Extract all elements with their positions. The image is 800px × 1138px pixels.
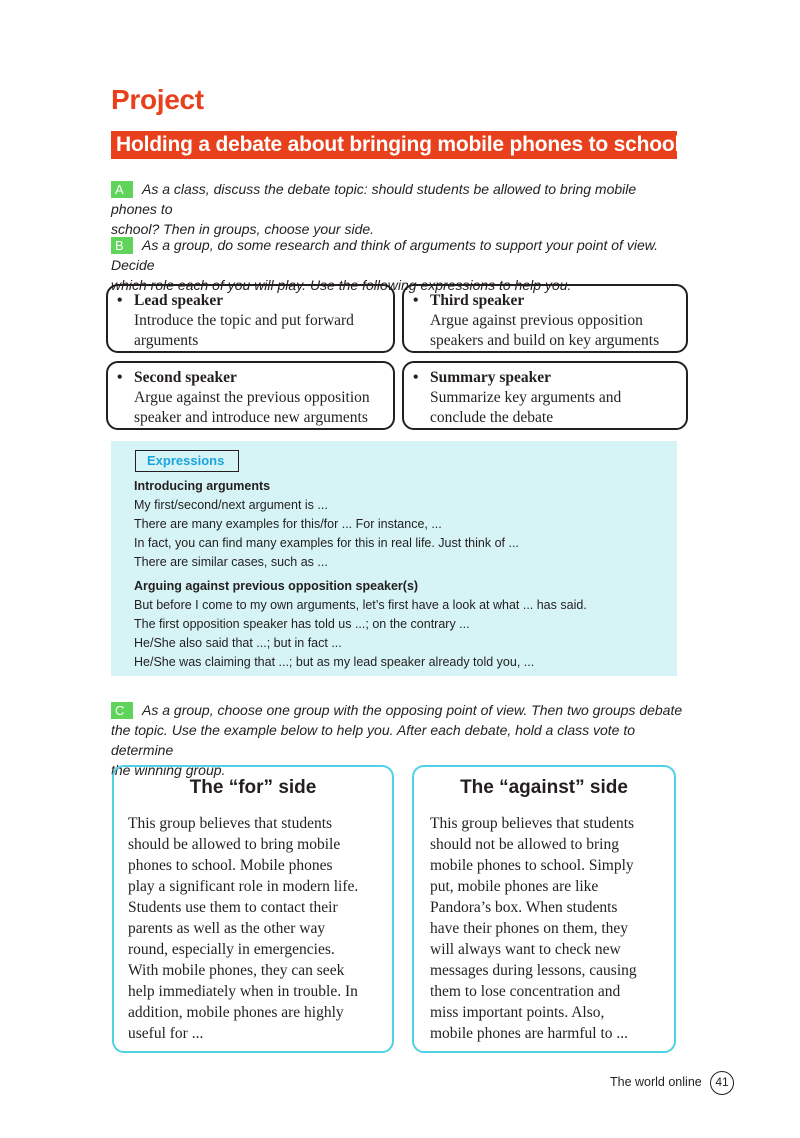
instruction-a-line-1: As a class, discuss the debate topic: should students be allowed to bring mobile phones to: [111, 181, 637, 217]
instruction-c-line-1: As a group, choose one group with the opposing point of view. Then two groups debate: [142, 702, 683, 718]
role-card-second-speaker: [106, 361, 395, 430]
instruction-a: [111, 179, 681, 239]
against-side-card: [412, 765, 676, 1053]
expression-line: The first opposition speaker has told us ...; on the contrary ...: [134, 617, 470, 631]
against-side-line: This group believes that students: [430, 815, 635, 832]
role-name: Summary speaker: [430, 369, 551, 386]
for-side-line: round, especially in emergencies.: [128, 941, 335, 958]
expression-line: In fact, you can find many examples for this in real life. Just think of ...: [134, 536, 519, 550]
for-side-line: With mobile phones, they can seek: [128, 962, 345, 979]
instruction-b-line-2: which role each of you will play. Use the following expressions to help you.: [111, 277, 572, 293]
against-side-line: put, mobile phones are like: [430, 878, 599, 895]
letter-badge-c: C: [111, 702, 133, 719]
letter-badge-a: A: [111, 181, 133, 198]
against-side-line: will always want to check new: [430, 941, 621, 958]
role-name: Lead speaker: [134, 292, 224, 309]
against-side-line: miss important points. Also,: [430, 1004, 605, 1021]
subtitle-text: Holding a debate about bringing mobile phones to school: [116, 133, 681, 156]
for-side-card: [112, 765, 394, 1053]
expression-line: My first/second/next argument is ...: [134, 498, 328, 512]
bullet-icon: •: [413, 369, 419, 386]
role-card-lead-speaker: [106, 284, 395, 353]
for-side-line: play a significant role in modern life.: [128, 878, 359, 895]
instruction-a-line-2: school? Then in groups, choose your side.: [111, 221, 375, 237]
instruction-c-line-3: the winning group.: [111, 762, 226, 778]
expressions-tag: [135, 450, 239, 472]
for-side-line: addition, mobile phones are highly: [128, 1004, 344, 1021]
against-side-line: messages during lessons, causing: [430, 962, 637, 979]
role-card-summary-speaker: [402, 361, 688, 430]
for-side-title: The “for” side: [189, 777, 317, 798]
for-side-line: should be allowed to bring mobile: [128, 836, 341, 853]
role-description: Argue against previous opposition speakers and build on key arguments: [430, 312, 660, 349]
expression-line: There are many examples for this/for ... For instance, ...: [134, 517, 442, 531]
bullet-icon: •: [117, 292, 123, 309]
against-side-line: them to lose concentration and: [430, 983, 621, 1000]
subtitle-banner: [111, 131, 681, 159]
bullet-icon: •: [117, 369, 123, 386]
expressions-panel: [111, 441, 677, 676]
role-name: Third speaker: [430, 292, 525, 309]
role-description: Summarize key arguments and conclude the debate: [430, 389, 622, 426]
bullet-icon: •: [413, 292, 419, 309]
for-side-line: useful for ...: [128, 1025, 204, 1042]
expression-line: He/She was claiming that ...; but as my lead speaker already told you, ...: [134, 655, 535, 669]
role-name: Second speaker: [134, 369, 237, 386]
against-side-line: Pandora’s box. When students: [430, 899, 618, 916]
for-side-line: phones to school. Mobile phones: [128, 857, 333, 874]
expression-line: But before I come to my own arguments, let’s first have a look at what ... has said.: [134, 598, 587, 612]
page-number: 41: [710, 1071, 734, 1095]
instruction-c-line-2: the topic. Use the example below to help you. After each debate, hold a class vote to determine: [111, 722, 636, 758]
expression-line: There are similar cases, such as ...: [134, 555, 328, 569]
page-title: Project: [111, 84, 204, 115]
expressions-heading: Arguing against previous opposition speaker(s): [134, 579, 419, 593]
against-side-line: mobile phones are harmful to ...: [430, 1025, 629, 1042]
expressions-heading: Introducing arguments: [134, 479, 271, 493]
against-side-line: have their phones on them, they: [430, 920, 629, 937]
role-card-third-speaker: [402, 284, 688, 353]
against-side-title: The “against” side: [460, 777, 628, 798]
expression-line: He/She also said that ...; but in fact ...: [134, 636, 342, 650]
for-side-line: parents as well as the other way: [128, 920, 326, 937]
for-side-line: help immediately when in trouble. In: [128, 983, 358, 1000]
for-side-line: This group believes that students: [128, 815, 333, 832]
letter-badge-b: B: [111, 237, 133, 254]
expressions-tag-label: Expressions: [147, 453, 225, 468]
for-side-line: Students use them to contact their: [128, 899, 338, 916]
against-side-line: mobile phones to school. Simply: [430, 857, 634, 874]
role-description: Introduce the topic and put forward arguments: [134, 312, 354, 349]
instruction-b-line-1: As a group, do some research and think of arguments to support your point of view. Decide: [111, 237, 658, 273]
footer-unit-title: The world online: [610, 1075, 702, 1089]
role-description: Argue against the previous opposition speaker and introduce new arguments: [134, 389, 370, 426]
against-side-line: should not be allowed to bring: [430, 836, 619, 853]
